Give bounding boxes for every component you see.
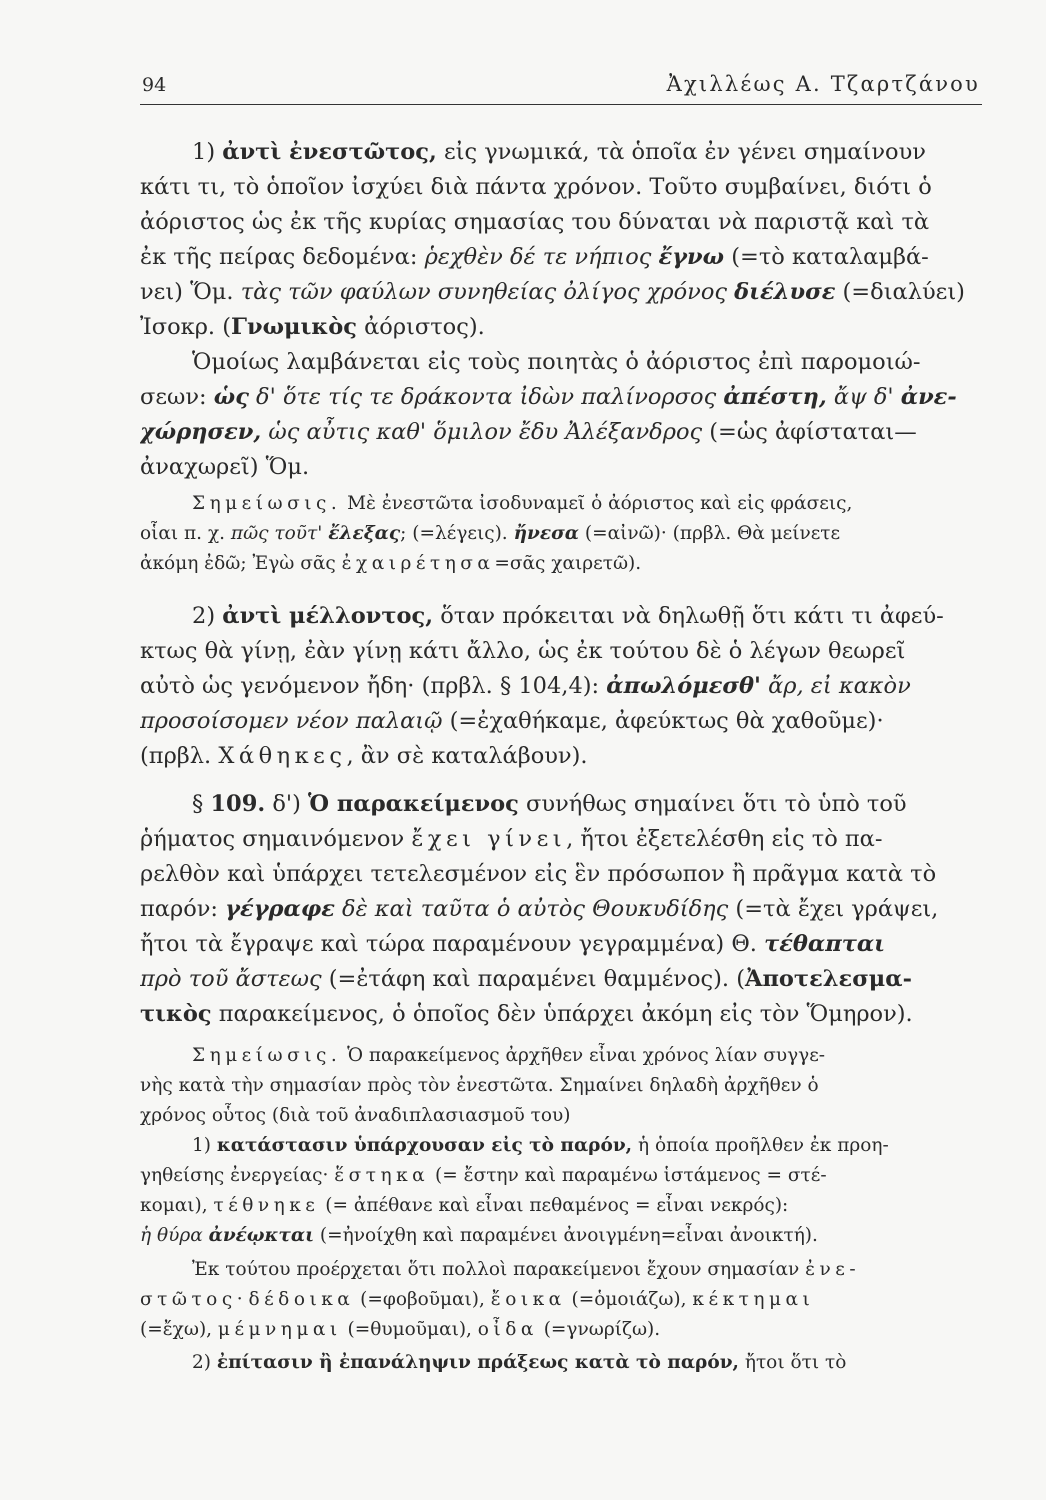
note-line: Σημείωσις. Ὁ παρακείμενος ἀρχῆθεν εἶναι χρόνος λίαν συγγε-	[192, 1045, 826, 1066]
text-line: χώρησεν, ὡς αὖτις καθ' ὅμιλον ἔδυ Ἀλέξανδρος (=ὡς ἀφίσταται—	[140, 419, 917, 445]
text-line: πρὸ τοῦ ἄστεως (=ἐτάφη καὶ παραμένει θαμμένος). (Ἀποτελεσμα-	[140, 966, 912, 992]
note-line: 2) ἐπίτασιν ἢ ἐπανάληψιν πράξεως κατὰ τὸ παρόν, ἤτοι ὅτι τὸ	[192, 1352, 847, 1373]
note-line: κομαι), τέθνηκε (= ἀπέθανε καὶ εἶναι πεθαμένος = εἶναι νεκρός):	[140, 1195, 789, 1216]
text-line: κάτι τι, τὸ ὁποῖον ἰσχύει διὰ πάντα χρόνον. Τοῦτο συμβαίνει, διότι ὁ	[140, 174, 932, 200]
note-line: στῶτος· δέδοικα (=φοβοῦμαι), ἔοικα (=ὁμοιάζω), κέκτημαι	[140, 1289, 815, 1310]
note-line: Ἐκ τούτου προέρχεται ὅτι πολλοὶ παρακείμενοι ἔχουν σημασίαν ἐνε-	[192, 1259, 861, 1280]
note-line: ἡ θύρα ἀνέῳκται (=ἠνοίχθη καὶ παραμένει ἀνοιγμένη=εἶναι ἀνοικτή).	[140, 1225, 818, 1246]
text-line: Ὁμοίως λαμβάνεται εἰς τοὺς ποιητὰς ὁ ἀόριστος ἐπὶ παρομοιώ-	[192, 349, 921, 375]
page-number: 94	[142, 74, 167, 96]
text-line: 1) ἀντὶ ἐνεστῶτος, εἰς γνωμικά, τὰ ὁποῖα ἐν γένει σημαίνουν	[192, 139, 926, 165]
text-line: παρόν: γέγραφε δὲ καὶ ταῦτα ὁ αὐτὸς Θουκυδίδης (=τὰ ἔχει γράψει,	[140, 896, 939, 922]
text-line: ἀναχωρεῖ) Ὅμ.	[140, 454, 310, 480]
text-line: ἤτοι τὰ ἔγραψε καὶ τώρα παραμένουν γεγραμμένα) Θ. τέθαπται	[140, 931, 886, 957]
running-title: Ἀχιλλέως Α. Τζαρτζάνου	[666, 72, 980, 96]
text-line: σεων: ὡς δ' ὅτε τίς τε δράκοντα ἰδὼν παλίνορσος ἀπέστη, ἄψ δ' ἀνε-	[140, 384, 957, 410]
note-line: οἷαι π. χ. πῶς τοῦτ' ἔλεξας; (=λέγεις). ἤνεσα (=αἰνῶ)· (πρβλ. Θὰ μείνετε	[140, 523, 841, 544]
text-line: ἐκ τῆς πείρας δεδομένα: ῥεχθὲν δέ τε νήπιος ἔγνω (=τὸ καταλαμβά-	[140, 244, 929, 270]
text-line: νει) Ὅμ. τὰς τῶν φαύλων συνηθείας ὀλίγος χρόνος διέλυσε (=διαλύει)	[140, 279, 965, 305]
text-line: 2) ἀντὶ μέλλοντος, ὅταν πρόκειται νὰ δηλωθῇ ὅτι κάτι τι ἀφεύ-	[192, 603, 944, 629]
note-line: ἀκόμη ἐδῶ; Ἐγὼ σᾶς ἐχαιρέτησα=σᾶς χαιρετῶ).	[140, 553, 642, 574]
term-bold: Ὁ παρακείμενος	[308, 791, 519, 817]
text-line: ῥήματος σημαινόμενον ἔχει γίνει, ἤτοι ἐξετελέσθη εἰς τὸ πα-	[140, 826, 883, 852]
note-line: χρόνος οὗτος (διὰ τοῦ ἀναδιπλασιασμοῦ του)	[140, 1105, 571, 1126]
text-line: κτως θὰ γίνῃ, ἐὰν γίνῃ κάτι ἄλλο, ὡς ἐκ τούτου δὲ ὁ λέγων θεωρεῖ	[140, 638, 906, 664]
note-line: (=ἔχω), μέμνημαι (=θυμοῦμαι), οἶδα (=γνωρίζω).	[140, 1319, 661, 1340]
running-header	[140, 70, 982, 105]
note-line: γηθείσης ἐνεργείας· ἕστηκα (= ἔστην καὶ παραμένω ἱστάμενος = στέ-	[140, 1165, 827, 1186]
note-line: νὴς κατὰ τὴν σημασίαν πρὸς τὸν ἐνεστῶτα. Σημαίνει δηλαδὴ ἀρχῆθεν ὁ	[140, 1075, 819, 1096]
term-bold: ἀντὶ μέλλοντος,	[222, 603, 434, 629]
text-line: προσοίσομεν νέον παλαιῷ (=ἐχαθήκαμε, ἀφεύκτως θὰ χαθοῦμε)·	[140, 708, 884, 734]
text-line: αὐτὸ ὡς γενόμενον ἤδη· (πρβλ. § 104,4): ἀπωλόμεσθ' ἄρ, εἰ κακὸν	[140, 673, 911, 699]
note-line: Σημείωσις. Μὲ ἐνεστῶτα ἰσοδυναμεῖ ὁ ἀόριστος καὶ εἰς φράσεις,	[192, 493, 853, 514]
text-line: τικὸς παρακείμενος, ὁ ὁποῖος δὲν ὑπάρχει ἀκόμη εἰς τὸν Ὅμηρον).	[140, 1001, 913, 1027]
text-line: (πρβλ. Χάθηκες, ἂν σὲ καταλάβουν).	[140, 743, 588, 769]
text-line: Ἰσοκρ. (Γνωμικὸς ἀόριστος).	[140, 314, 485, 340]
term-bold: ἀντὶ ἐνεστῶτος,	[222, 139, 437, 165]
section-heading-line: § 109. δ') Ὁ παρακείμενος συνήθως σημαίνει ὅτι τὸ ὑπὸ τοῦ	[192, 791, 907, 817]
text-line: ρελθὸν καὶ ὑπάρχει τετελεσμένον εἰς ἓν πρόσωπον ἢ πρᾶγμα κατὰ τὸ	[140, 861, 937, 887]
text-line: ἀόριστος ὡς ἐκ τῆς κυρίας σημασίας του δύναται νὰ παριστᾷ καὶ τὰ	[140, 209, 930, 235]
note-line: 1) κατάστασιν ὑπάρχουσαν εἰς τὸ παρόν, ἡ ὁποία προῆλθεν ἐκ προη-	[192, 1135, 889, 1156]
